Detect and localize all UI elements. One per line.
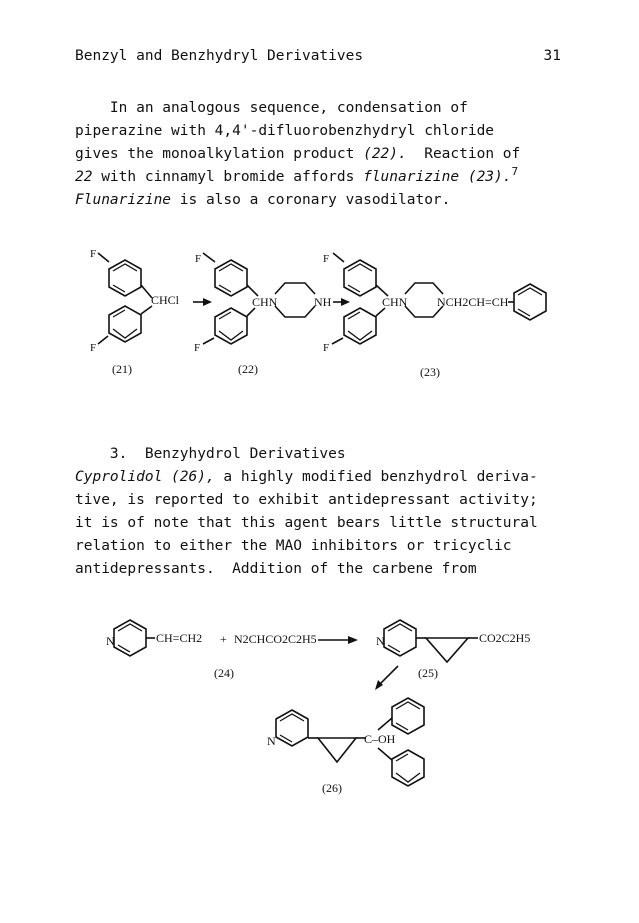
reaction-arrow: [193, 298, 212, 306]
plus-sign: +: [220, 632, 227, 646]
drug-name: Cyprolidol (26),: [75, 469, 215, 485]
fluoro-label: F: [323, 253, 330, 265]
text-line: [75, 466, 575, 489]
carbinol-label: C–OH: [364, 732, 396, 746]
reaction-scheme-2: [0, 610, 639, 810]
section-benzhydrol: [75, 443, 575, 581]
footnote-ref: 7: [511, 165, 519, 179]
cinnamyl-chain-label: NCH2CH=CH: [437, 295, 509, 309]
structure-23: [323, 253, 546, 379]
compound-ref: 22: [75, 169, 93, 185]
ester-label: CO2C2H5: [479, 631, 531, 645]
text-line: [75, 189, 575, 212]
fluoro-label: F: [195, 253, 202, 265]
structure-24: [106, 620, 317, 680]
reaction-arrow: [375, 666, 398, 690]
text-run: gives the monoalkylation product: [75, 146, 364, 162]
text-run: a highly modified benzhydrol deriva-: [214, 469, 538, 485]
fluoro-label: F: [90, 248, 97, 260]
pyridine-n-label: N: [267, 734, 276, 748]
text-line: tive, is reported to exhibit antidepressant activity;: [75, 492, 538, 508]
pyridine-n-label: N: [106, 634, 115, 648]
compound-number-21: (21): [112, 362, 132, 376]
structure-21: [90, 248, 180, 376]
text-line: it is of note that this agent bears little structural: [75, 515, 538, 531]
fluoro-label: F: [194, 342, 201, 354]
drug-name: flunarizine (23).: [363, 169, 512, 185]
reaction-arrow: [333, 298, 350, 306]
text-line: [75, 166, 575, 189]
compound-number-25: (25): [418, 666, 438, 680]
chn-label: CHN: [382, 295, 408, 309]
text-line: antidepressants. Addition of the carbene from: [75, 561, 477, 577]
drug-name: Flunarizine: [75, 192, 172, 208]
nh-label: NH: [314, 295, 332, 309]
text-run: is also a coronary vasodilator.: [171, 192, 451, 208]
section-heading: 3. Benzyhydrol Derivatives: [75, 446, 346, 462]
compound-number-24: (24): [214, 666, 234, 680]
vinyl-label: CH=CH2: [156, 631, 203, 645]
structure-22: [194, 253, 332, 376]
chn-label: CHN: [252, 295, 278, 309]
text-line: piperazine with 4,4'-difluorobenzhydryl chloride: [75, 123, 495, 139]
compound-ref: (22).: [363, 146, 407, 162]
structure-26: [267, 698, 424, 795]
fluoro-label: F: [323, 342, 330, 354]
running-header: Benzyl and Benzhydryl Derivatives: [75, 48, 364, 64]
reagent-label: N2CHCO2C2H5: [234, 632, 317, 646]
text-line: [75, 143, 575, 166]
text-line: relation to either the MAO inhibitors or tricyclic: [75, 538, 512, 554]
paragraph-flunarizine: [75, 97, 575, 212]
text-run: with cinnamyl bromide affords: [92, 169, 364, 185]
fluoro-label: F: [90, 342, 97, 354]
page-number: 31: [543, 48, 561, 64]
text-line: In an analogous sequence, condensation of: [75, 100, 468, 116]
reaction-arrow: [318, 636, 358, 644]
structure-25: [376, 620, 530, 680]
text-run: Reaction of: [406, 146, 521, 162]
compound-number-23: (23): [420, 365, 440, 379]
chcl-label: CHCl: [151, 293, 180, 307]
compound-number-22: (22): [238, 362, 258, 376]
compound-number-26: (26): [322, 781, 342, 795]
reaction-scheme-1: [0, 240, 639, 390]
pyridine-n-label: N: [376, 634, 385, 648]
